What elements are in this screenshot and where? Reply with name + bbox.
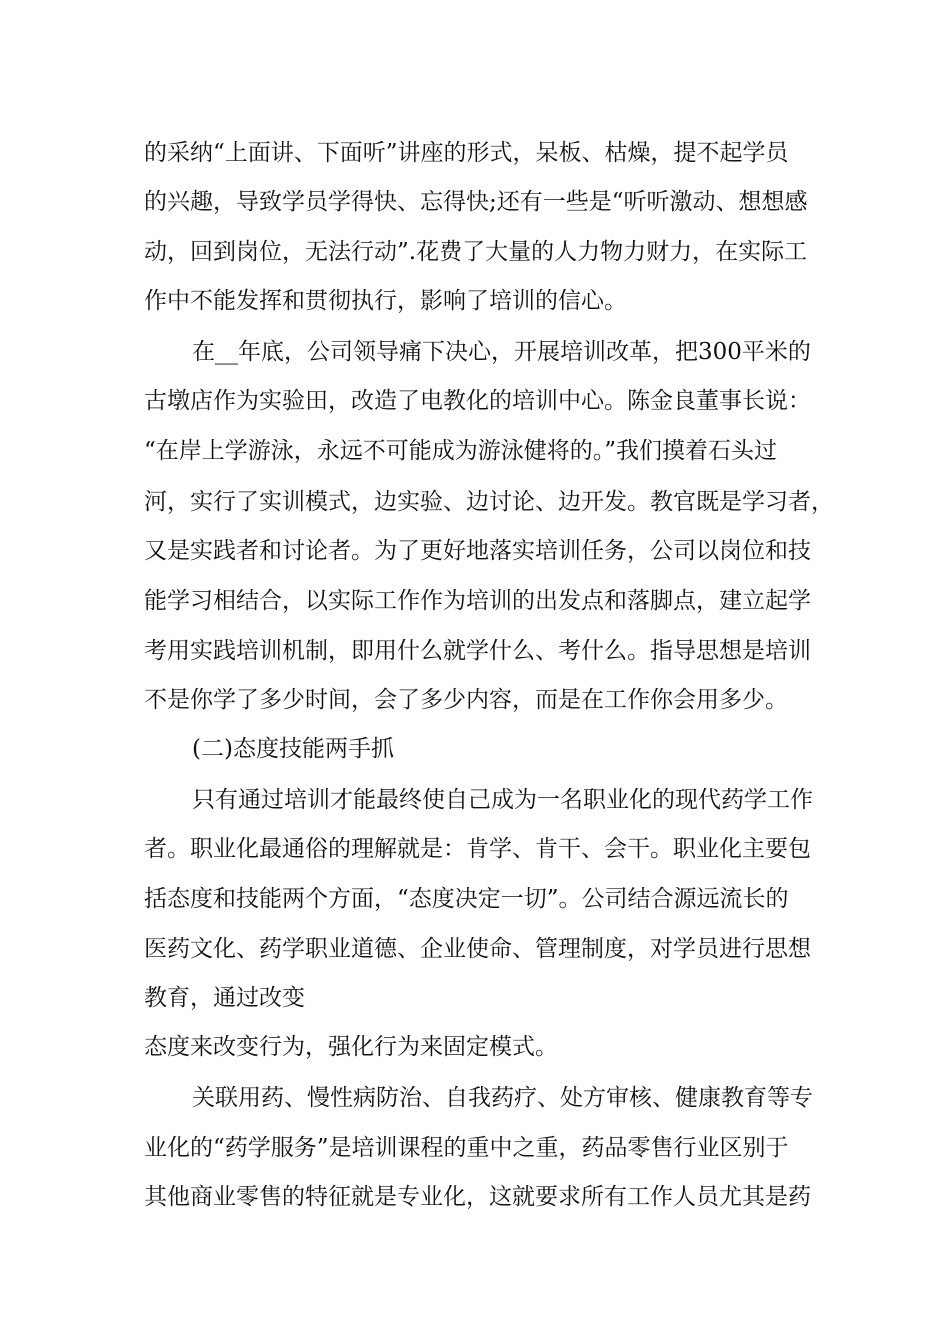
text-line: 括态度和技能两个方面，“态度决定一切”。公司结合源远流长的 (144, 886, 789, 912)
text-line: “在岸上学游泳，永远不可能成为游泳健将的。”我们摸着石头过 (144, 438, 778, 464)
text-line: 医药文化、药学职业道德、企业使命、管理制度，对学员进行思想 (144, 936, 811, 962)
section-heading: (二)态度技能两手抓 (192, 736, 394, 762)
paragraph-start-line: 关联用药、慢性病防治、自我药疗、处方审核、健康教育等专 (192, 1085, 813, 1111)
text-line: 教育，通过改变 (144, 985, 305, 1011)
paragraph-start-line: 在__年底，公司领导痛下决心，开展培训改革，把300平米的 (192, 339, 811, 365)
text-line: 的采纳“上面讲、下面听”讲座的形式，呆板、枯燥，提不起学员 (144, 140, 789, 166)
text-line: 不是你学了多少时间，会了多少内容，而是在工作你会用多少。 (144, 687, 788, 713)
text-line: 考用实践培训机制，即用什么就学什么、考什么。指导思想是培训 (144, 638, 811, 664)
text-line: 能学习相结合，以实际工作作为培训的出发点和落脚点，建立起学 (144, 588, 811, 614)
text-line: 又是实践者和讨论者。为了更好地落实培训任务，公司以岗位和技 (144, 538, 811, 564)
text-line: 的兴趣，导致学员学得快、忘得快;还有一些是“听听激动、想想感 (144, 189, 808, 215)
text-line: 业化的“药学服务”是培训课程的重中之重，药品零售行业区别于 (144, 1135, 789, 1161)
paragraph-start-line: 只有通过培训才能最终使自己成为一名职业化的现代药学工作 (192, 787, 813, 813)
text-line: 其他商业零售的特征就是专业化，这就要求所有工作人员尤其是药 (144, 1184, 811, 1210)
text-line: 动，回到岗位，无法行动”.花费了大量的人力物力财力，在实际工 (144, 239, 808, 265)
text-line: 态度来改变行为，强化行为来固定模式。 (144, 1034, 558, 1060)
text-line: 者。职业化最通俗的理解就是：肯学、肯干、会干。职业化主要包 (144, 836, 811, 862)
text-line: 作中不能发挥和贯彻执行，影响了培训的信心。 (144, 288, 627, 314)
text-line: 古墩店作为实验田，改造了电教化的培训中心。陈金良董事长说： (144, 388, 811, 414)
text-line: 河，实行了实训模式，边实验、边讨论、边开发。教官既是学习者， (144, 489, 834, 515)
